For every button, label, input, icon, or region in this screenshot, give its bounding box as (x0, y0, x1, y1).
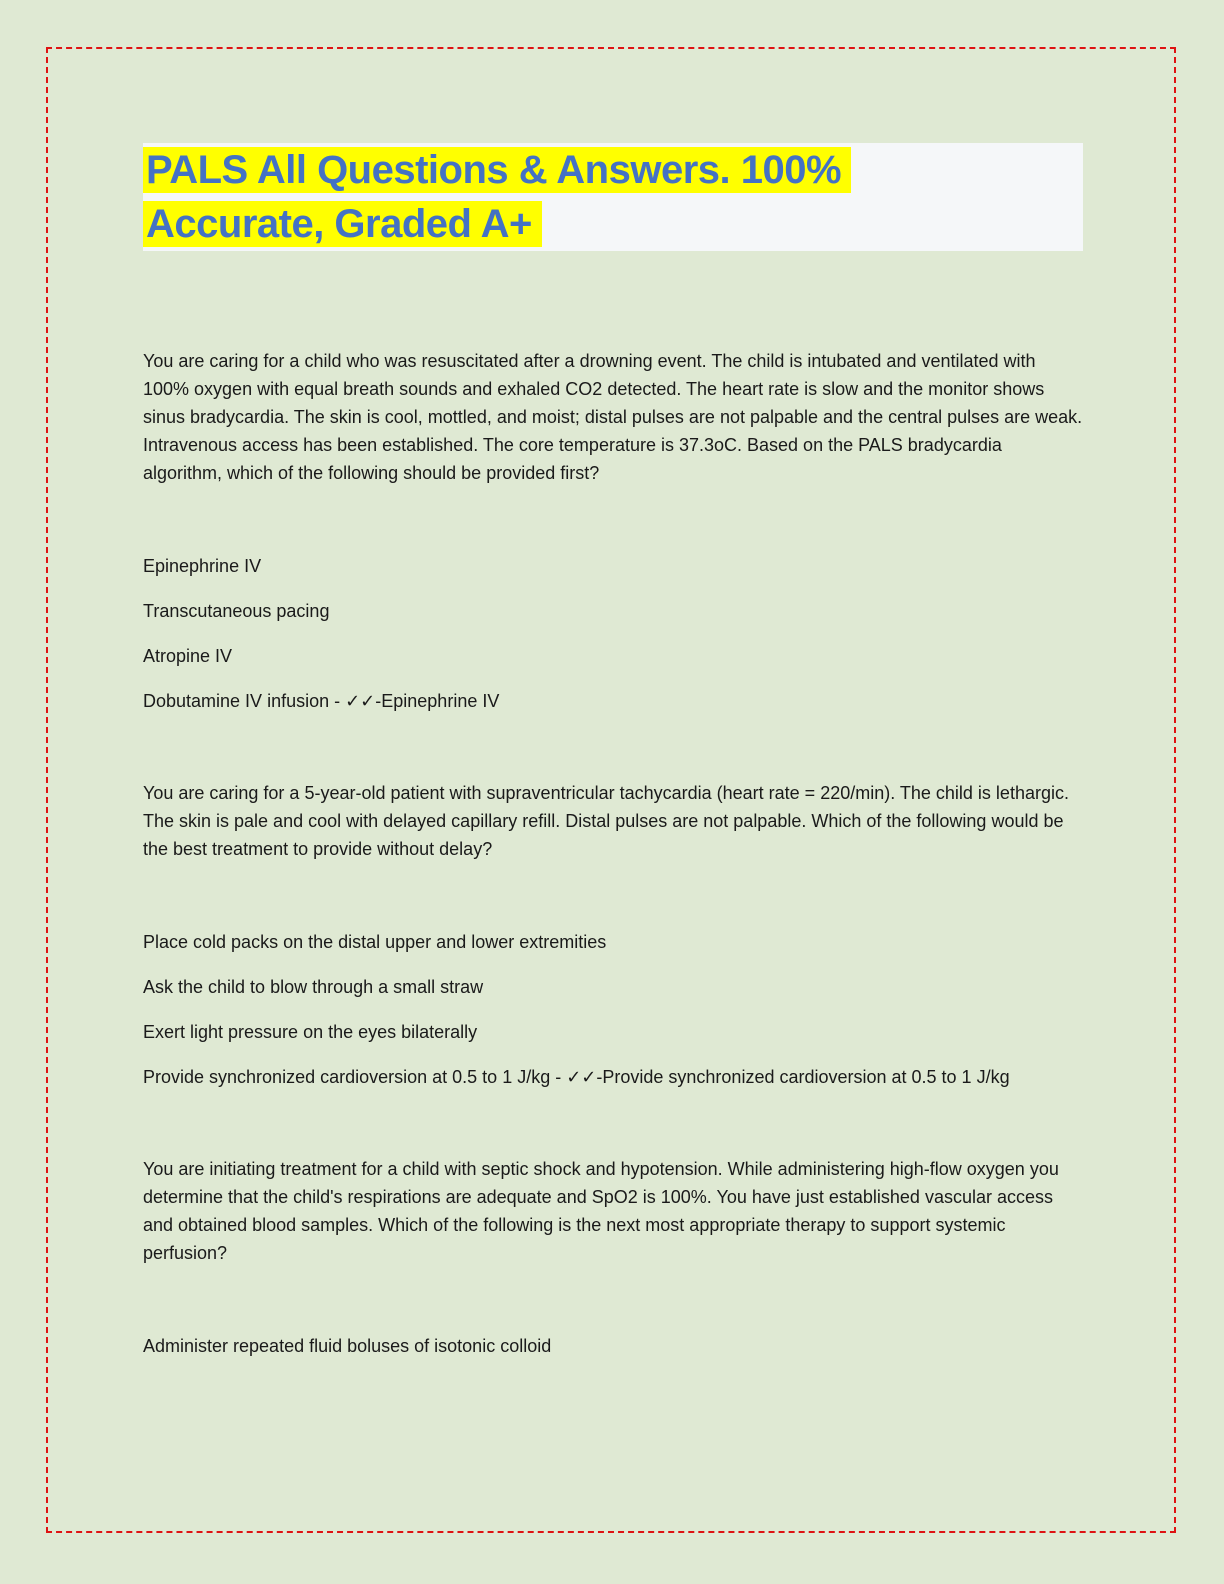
question-3-options (143, 1332, 1083, 1360)
question-2-options (143, 928, 1083, 1091)
question-1-options (143, 552, 1083, 715)
question-2-option-2: Ask the child to blow through a small straw (143, 977, 484, 997)
question-1-text: You are caring for a child who was resuscitated after a drowning event. The child is intubated and ventilated with 100% oxygen with equal breath sounds and exhaled CO2 detected. The heart rate is slow and the monitor shows sinus bradycardia. The skin is cool, mottled, and moist; distal pulses are not palpable and the central pulses are weak. Intravenous access has been established. The core temperature is 37.3oC. Based on the PALS bradycardia algorithm, which of the following should be provided first? (143, 351, 1083, 483)
question-3-option-1: Administer repeated fluid boluses of isotonic colloid (143, 1336, 552, 1356)
question-1-option-4-answer: Dobutamine IV infusion - ✓✓-Epinephrine IV (143, 691, 500, 711)
question-3-text: You are initiating treatment for a child with septic shock and hypotension. While administering high-flow oxygen you determine that the child's respirations are adequate and SpO2 is 100%. You have just established vascular access and obtained blood samples. Which of the following is the next most appropriate therapy to support systemic perfusion? (143, 1159, 1059, 1263)
question-1-option-2: Transcutaneous pacing (143, 601, 330, 621)
page-title (143, 143, 1083, 251)
document-content (143, 143, 1083, 1360)
page-title-line-1: PALS All Questions & Answers. 100% (143, 147, 851, 193)
question-2-option-1: Place cold packs on the distal upper and lower extremities (143, 932, 607, 952)
question-2-text: You are caring for a 5-year-old patient with supraventricular tachycardia (heart rate = 220/min). The child is lethargic. The skin is pale and cool with delayed capillary refill. Distal pulses are not palpable. Which of the following would be the best treatment to provide without delay? (143, 783, 1069, 859)
page-title-line-2: Accurate, Graded A+ (143, 201, 542, 247)
question-1-option-3: Atropine IV (143, 646, 233, 666)
question-1-option-1: Epinephrine IV (143, 556, 262, 576)
question-2-option-3: Exert light pressure on the eyes bilaterally (143, 1022, 478, 1042)
question-2-option-4-answer: Provide synchronized cardioversion at 0.5 to 1 J/kg - ✓✓-Provide synchronized cardioversion at 0.5 to 1 J/kg (143, 1067, 1010, 1087)
